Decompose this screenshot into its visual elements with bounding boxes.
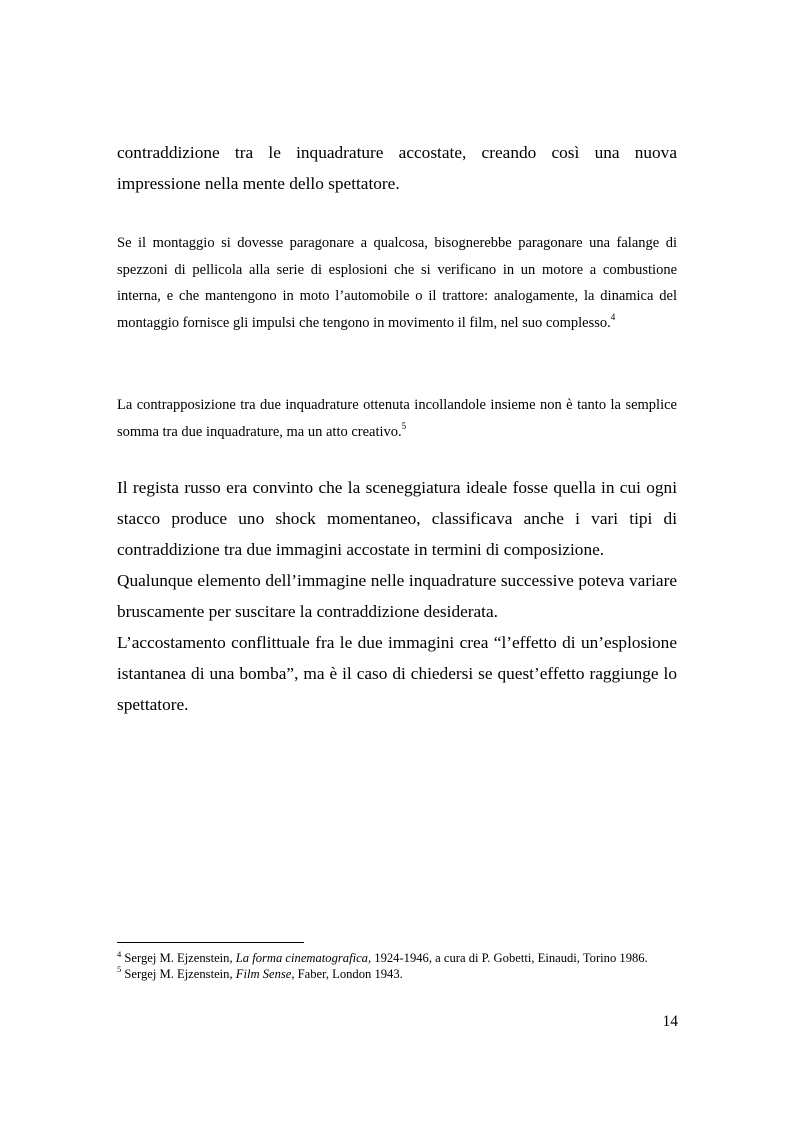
page-number: 14 [662,1013,678,1030]
quote-text: La contrapposizione tra due inquadrature ottenuta incollandole insieme non è tanto la semplice somma tra due inquadrature, ma un atto creativo. [117,397,677,440]
footnote-ref-5[interactable]: 5 [401,420,407,431]
footnote-title: Film Sense [235,966,292,981]
paragraph-continuation [117,137,677,199]
block-quote-montage [117,230,677,336]
footnote-number: 4 [117,948,122,959]
footnote-5 [117,964,717,983]
footnote-number: 5 [117,964,122,975]
footnote-details: , Faber, London 1943. [291,966,403,981]
block-quote-contrapposizione [117,392,677,445]
paragraph-text: Qualunque elemento dell’immagine nelle inquadrature successive poteva variare bruscamente per suscitare la contraddizione desiderata. [117,571,677,621]
footnote-4 [117,948,717,967]
paragraph-accostamento [117,627,677,720]
quote-text: Se il montaggio si dovesse paragonare a qualcosa, bisognerebbe paragonare una falange di spezzoni di pellicola alla serie di esplosioni che si verificano in un motore a combustione interna, e che mantengono in moto l’automobile o il trattore: analogamente, la dinamica del montaggio fornisce gli impulsi che tengono in movimento il film, nel suo complesso. [117,235,677,331]
footnote-separator [117,942,304,943]
footnote-author: Sergej M. Ejzenstein, [124,951,236,965]
paragraph-text: contraddizione tra le inquadrature accostate, creando così una nuova impressione nella mente dello spettatore. [117,143,677,193]
footnote-details: , 1924-1946, a cura di P. Gobetti, Einaudi, Torino 1986. [367,951,648,965]
footnotes [117,948,717,982]
paragraph-text: Il regista russo era convinto che la sceneggiatura ideale fosse quella in cui ogni stacco produce uno shock momentaneo, classificava anche i vari tipi di contraddizione tra due immagini accostate in termini di composizione. [117,478,677,559]
paragraph-text: L’accostamento conflittuale fra le due immagini crea “l’effetto di un’esplosione istantanea di una bomba”, ma è il caso di chiedersi se quest’effetto raggiunge lo spettatore. [117,633,677,714]
paragraph-qualunque [117,565,677,627]
footnote-author: Sergej M. Ejzenstein, [124,966,236,981]
paragraph-regista [117,472,677,565]
footnote-title: La forma cinematografica [235,951,368,965]
footnote-ref-4[interactable]: 4 [610,311,616,322]
